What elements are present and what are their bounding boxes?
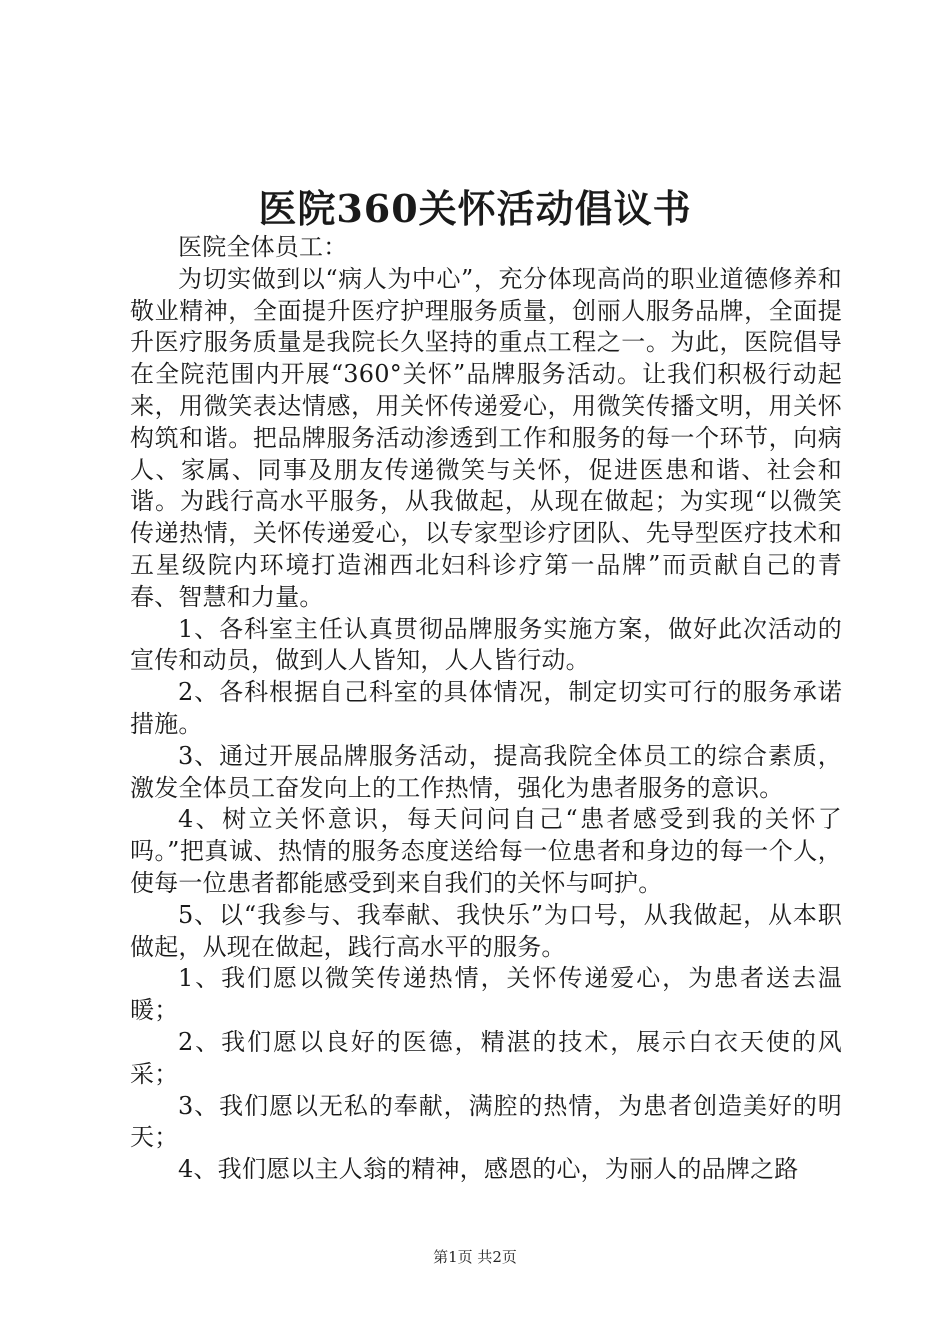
paragraph-intro: 为切实做到以“病人为中心”，充分体现高尚的职业道德修养和敬业精神，全面提升医疗护理服务质量，创丽人服务品牌，全面提升医疗服务质量是我院长久坚持的重点工程之一。为此，医院倡导在全院范围内开展“360°关怀”品牌服务活动。让我们积极行动起来，用微笑表达情感，用关怀传递爱心，用微笑传播文明，用关怀构筑和谐。把品牌服务活动渗透到工作和服务的每一个环节，向病人、家属、同事及朋友传递微笑与关怀，促进医患和谐、社会和谐。为践行高水平服务，从我做起，从现在做起；为实现“以微笑传递热情，关怀传递爱心，以专家型诊疗团队、先导型医疗技术和五星级院内环境打造湘西北妇科诊疗第一品牌”而贡献自己的青春、智慧和力量。	[130, 264, 842, 611]
document-title: 医院360关怀活动倡议书	[258, 186, 692, 231]
salutation: 医院全体员工：	[178, 233, 348, 261]
pledge-item-3: 3、我们愿以无私的奉献，满腔的热情，为患者创造美好的明天；	[130, 1091, 842, 1152]
document-body	[130, 232, 842, 1186]
paragraph-item-2: 2、各科根据自己科室的具体情况，制定切实可行的服务承诺措施。	[130, 678, 842, 738]
page-footer: 第1页 共2页	[433, 1248, 517, 1266]
pledge-item-1: 1、我们愿以微笑传递热情，关怀传递爱心，为患者送去温暖；	[130, 964, 842, 1025]
pledge-item-4: 4、我们愿以主人翁的精神，感恩的心，为丽人的品牌之路	[178, 1155, 799, 1184]
paragraph-item-4: 4、树立关怀意识，每天问问自己“患者感受到我的关怀了吗。”把真诚、热情的服务态度送给每一位患者和身边的每一个人，使每一位患者都能感受到来自我们的关怀与呵护。	[130, 805, 842, 897]
pledge-item-2: 2、我们愿以良好的医德，精湛的技术，展示白衣天使的风采；	[130, 1027, 842, 1088]
paragraph-item-1: 1、各科室主任认真贯彻品牌服务实施方案，做好此次活动的宣传和动员，做到人人皆知，人人皆行动。	[130, 614, 842, 675]
paragraph-item-3: 3、通过开展品牌服务活动，提高我院全体员工的综合素质，激发全体员工奋发向上的工作热情，强化为患者服务的意识。	[130, 741, 842, 802]
paragraph-item-5: 5、以“我参与、我奉献、我快乐”为口号，从我做起，从本职做起，从现在做起，践行高水平的服务。	[130, 900, 842, 961]
